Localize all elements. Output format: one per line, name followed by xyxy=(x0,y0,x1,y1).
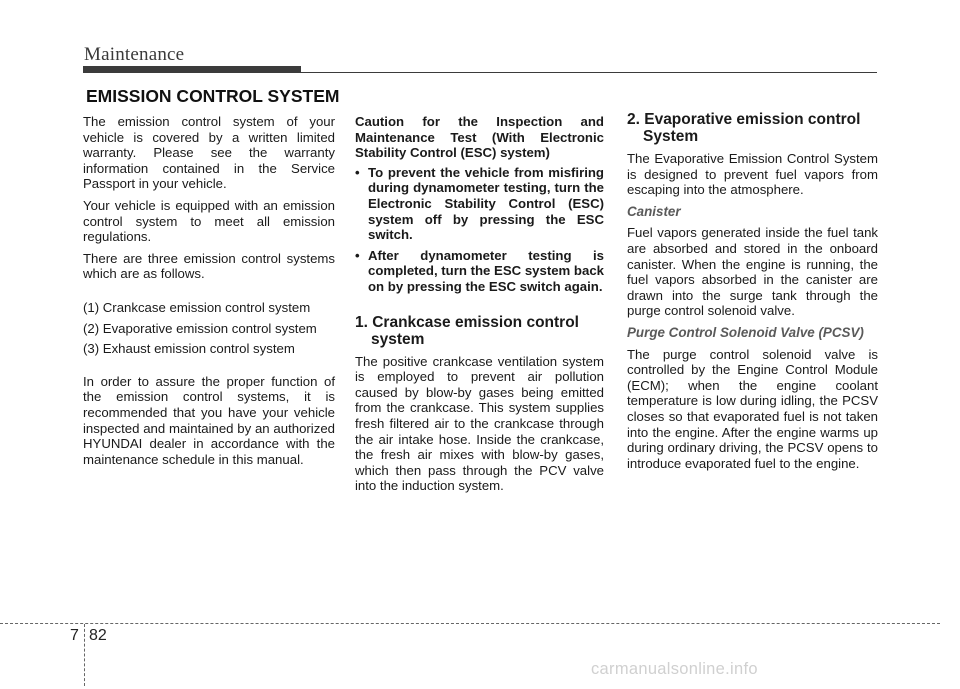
list-item: (1) Crankcase emission control system xyxy=(83,299,311,315)
footer-vertical-divider xyxy=(84,624,85,686)
footer-divider xyxy=(0,623,940,624)
paragraph-crankcase: The positive crankcase ventilation system is employed to prevent air pollution caused by blow-by gases being emitted from the crankcase. This system supplies fresh filtered air to the crankcase through the air intake hose. Inside the crankcase, the fresh air mixes with blow-by gases, which then pass through the PCV valve into the induction system. xyxy=(355,353,604,494)
heading-crankcase: 1. Crankcase emission control system xyxy=(355,313,579,348)
caution-bullets xyxy=(355,165,604,295)
column-right xyxy=(627,111,878,477)
paragraph-three-systems: There are three emission control systems which are as follows. xyxy=(83,250,335,282)
watermark: carmanualsonline.info xyxy=(591,660,758,678)
paragraph-equipped: Your vehicle is equipped with an emission control system to meet all emission regulations. xyxy=(83,197,335,245)
bullet-item: • After dynamometer testing is completed, turn the ESC system back on by pressing the ESC switch again. xyxy=(355,248,604,295)
header-title: Maintenance xyxy=(84,44,185,65)
column-left xyxy=(83,114,335,473)
paragraph-evaporative: The Evaporative Emission Control System is designed to prevent fuel vapors from escaping into the atmosphere. xyxy=(627,151,878,198)
systems-list xyxy=(83,300,335,357)
caution-heading: Caution for the Inspection and Maintenance Test (With Electronic Stability Control (ESC) system) xyxy=(355,114,604,161)
chapter-number: 7 xyxy=(70,627,79,644)
list-item: (2) Evaporative emission control system xyxy=(83,320,317,336)
heading-pcsv: Purge Control Solenoid Valve (PCSV) xyxy=(627,324,864,340)
heading-evaporative: 2. Evaporative emission control System xyxy=(627,111,861,145)
paragraph-canister: Fuel vapors generated inside the fuel tank are absorbed and stored in the onboard canister. When the engine is running, the fuel vapors absorbed in the canister are drawn into the surge tank through the purge control solenoid valve. xyxy=(627,225,878,319)
paragraph-maintenance: In order to assure the proper function of the emission control systems, it is recommended that you have your vehicle inspected and maintained by an authorized HYUNDAI dealer in accordance with the maintenance schedule in this manual. xyxy=(83,373,335,467)
page-number: 82 xyxy=(89,627,107,644)
heading-canister: Canister xyxy=(627,203,681,219)
header-rule xyxy=(83,72,877,73)
list-item: (3) Exhaust emission control system xyxy=(83,341,295,357)
column-middle xyxy=(355,114,604,500)
section-title: EMISSION CONTROL SYSTEM xyxy=(86,86,340,106)
bullet-item: • To prevent the vehicle from misfiring during dynamometer testing, turn the Electronic Stability Control (ESC) system off by pressing the ESC switch. xyxy=(355,165,604,243)
paragraph-warranty: The emission control system of your vehicle is covered by a written limited warranty. Please see the warranty information contained in the Service Passport in your vehicle. xyxy=(83,114,335,192)
paragraph-pcsv: The purge control solenoid valve is controlled by the Engine Control Module (ECM); when the engine coolant temperature is low during idling, the PCSV closes so that evaporated fuel is not taken into the engine. After the engine warms up during ordinary driving, the PCSV opens to introduce evaporated fuel to the engine. xyxy=(627,346,878,471)
